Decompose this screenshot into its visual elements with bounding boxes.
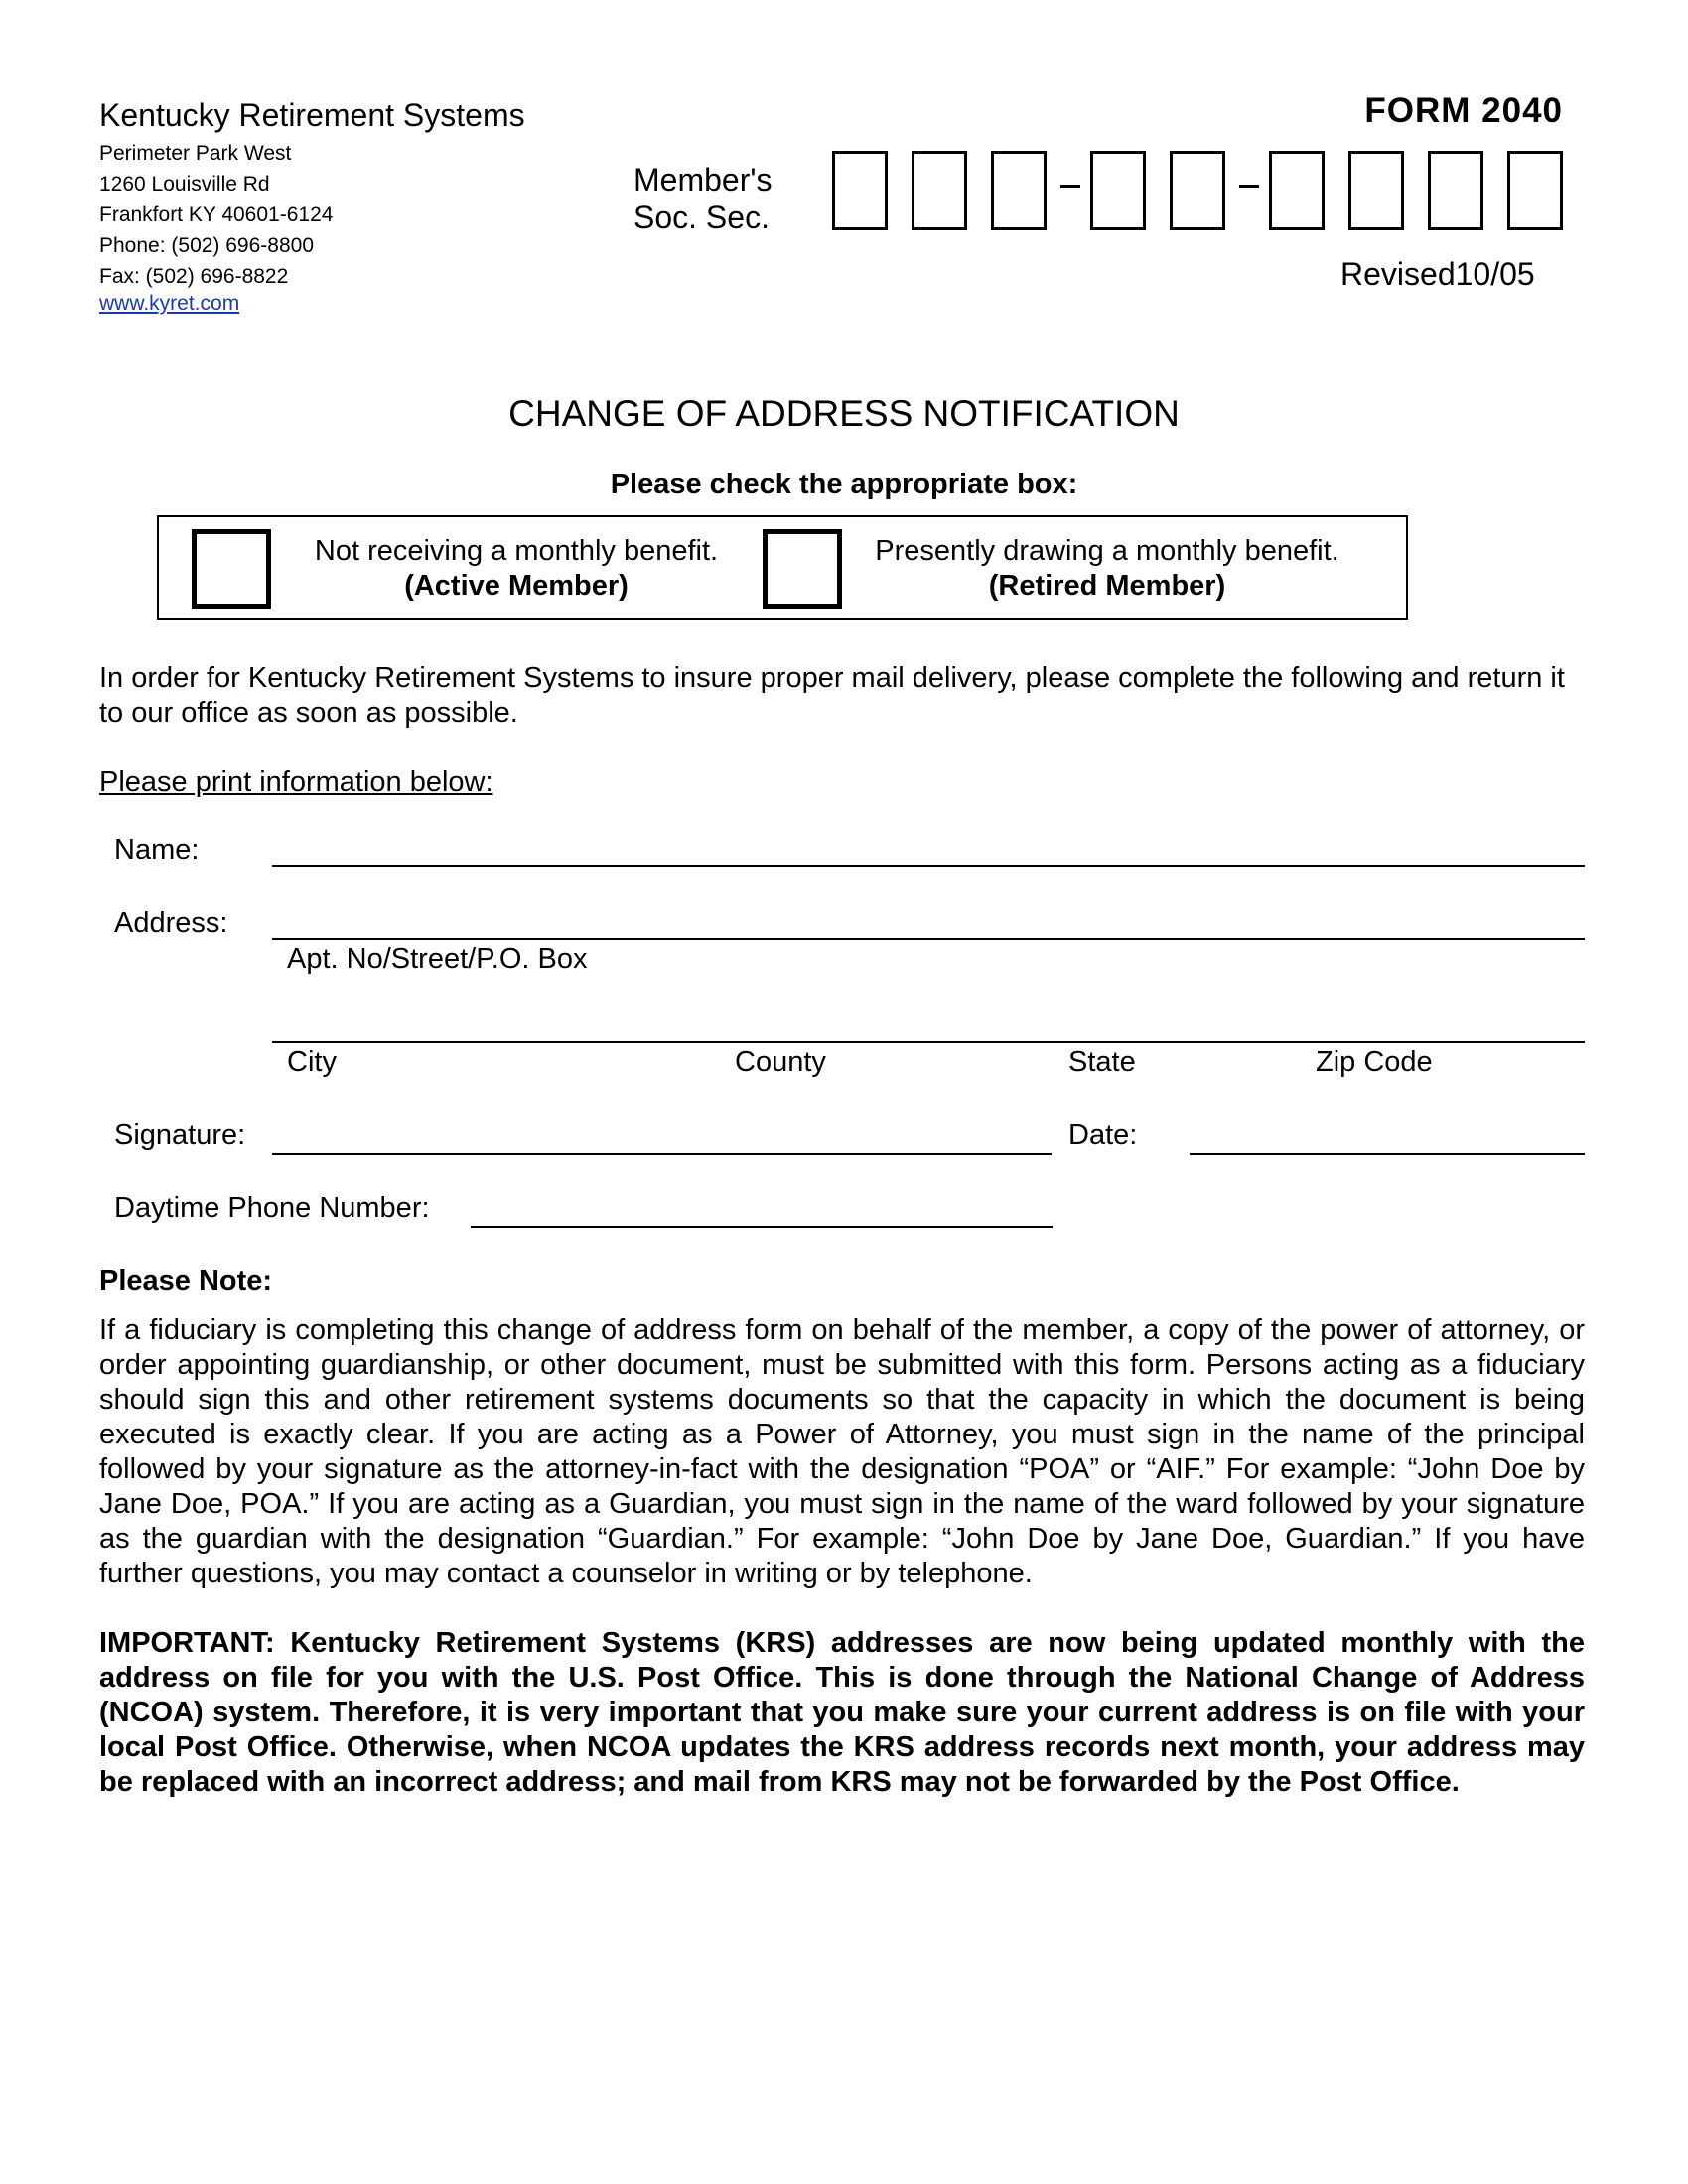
active-member-label: (Active Member) bbox=[404, 570, 629, 602]
organization-name: Kentucky Retirement Systems bbox=[99, 97, 525, 133]
address-line: Fax: (502) 696-8822 bbox=[99, 265, 289, 288]
phone-label: Daytime Phone Number: bbox=[114, 1192, 430, 1224]
ssn-digit-box[interactable] bbox=[1428, 151, 1483, 230]
address-label: Address: bbox=[114, 907, 228, 939]
date-field[interactable] bbox=[1190, 1153, 1585, 1155]
ssn-dash bbox=[1060, 185, 1080, 188]
active-member-checkbox[interactable] bbox=[192, 529, 271, 609]
revision-date: Revised10/05 bbox=[1340, 256, 1535, 292]
name-field[interactable] bbox=[272, 865, 1585, 867]
ssn-label bbox=[633, 161, 772, 236]
ssn-digit-box[interactable] bbox=[912, 151, 967, 230]
form-number: FORM 2040 bbox=[1364, 91, 1563, 130]
form-title: CHANGE OF ADDRESS NOTIFICATION bbox=[508, 393, 1180, 434]
ssn-digit-box[interactable] bbox=[991, 151, 1047, 230]
address-line: 1260 Louisville Rd bbox=[99, 173, 270, 196]
note-heading: Please Note: bbox=[99, 1265, 273, 1297]
ssn-label-line1: Member's bbox=[633, 162, 773, 198]
note-paragraph: If a fiduciary is completing this change of address form on behalf of the member, a copy of the power of attorney, or order appointing guardianship, or other document, must be submitted with this form. Persons acting as a fiduciary should sign this and other retirement systems documents so that the capacity in which the document is being executed is exactly clear. If you are acting as a Power of Attorney, you must sign in the name of the principal followed by your signature as the attorney-in-fact with the designation “POA” or “AIF.” For example: “John Doe by Jane Doe, POA.” If you are acting as a Guardian, you must sign in the name of the ward followed by your signature as the guardian with the designation “Guardian.” For example: “John Doe by Jane Doe, Guardian.” If you have further questions, you may contact a counselor in writing or by telephone. bbox=[99, 1314, 1585, 1589]
ssn-label-line2: Soc. Sec. bbox=[633, 200, 770, 235]
zip-caption: Zip Code bbox=[1316, 1046, 1433, 1078]
active-member-description: Not receiving a monthly benefit. bbox=[314, 535, 719, 567]
check-instruction: Please check the appropriate box: bbox=[610, 469, 1078, 500]
state-caption: State bbox=[1068, 1046, 1136, 1078]
retired-member-description: Presently drawing a monthly benefit. bbox=[875, 535, 1339, 567]
ssn-digit-box[interactable] bbox=[1090, 151, 1146, 230]
retired-member-option bbox=[849, 534, 1365, 604]
signature-field[interactable] bbox=[272, 1153, 1052, 1155]
county-caption: County bbox=[735, 1046, 826, 1078]
address-line: Frankfort KY 40601-6124 bbox=[99, 204, 334, 226]
phone-field[interactable] bbox=[471, 1226, 1053, 1228]
intro-paragraph: In order for Kentucky Retirement Systems to insure proper mail delivery, please complete the following and return it to our office as soon as possible. bbox=[99, 662, 1565, 729]
retired-member-label: (Retired Member) bbox=[988, 570, 1226, 602]
address-line: Perimeter Park West bbox=[99, 142, 292, 165]
ssn-digit-box[interactable] bbox=[1507, 151, 1563, 230]
signature-label: Signature: bbox=[114, 1119, 246, 1151]
address-line: Phone: (502) 696-8800 bbox=[99, 234, 314, 257]
city-caption: City bbox=[287, 1046, 337, 1078]
ssn-digit-box[interactable] bbox=[1170, 151, 1225, 230]
important-paragraph: IMPORTANT: Kentucky Retirement Systems (KRS) addresses are now being updated monthly with the address on file for you with the U.S. Post Office. This is done through the National Change of Address (NCOA) system. Therefore, it is very important that you make sure your current address is on file with your local Post Office. Otherwise, when NCOA updates the KRS address records next month, your address may be replaced with an incorrect address; and mail from KRS may not be forwarded by the Post Office. bbox=[99, 1627, 1585, 1798]
retired-member-checkbox[interactable] bbox=[763, 529, 842, 609]
print-instruction: Please print information below: bbox=[99, 766, 493, 798]
ssn-digit-box[interactable] bbox=[832, 151, 888, 230]
website-link[interactable]: www.kyret.com bbox=[99, 292, 240, 315]
date-label: Date: bbox=[1068, 1119, 1138, 1151]
name-label: Name: bbox=[114, 834, 200, 866]
ssn-digit-box[interactable] bbox=[1348, 151, 1404, 230]
ssn-digit-box[interactable] bbox=[1269, 151, 1325, 230]
street-caption: Apt. No/Street/P.O. Box bbox=[287, 943, 588, 975]
city-county-state-zip-field[interactable] bbox=[272, 1041, 1585, 1043]
ssn-dash bbox=[1239, 185, 1259, 188]
active-member-option bbox=[268, 534, 765, 604]
street-address-field[interactable] bbox=[272, 938, 1585, 940]
